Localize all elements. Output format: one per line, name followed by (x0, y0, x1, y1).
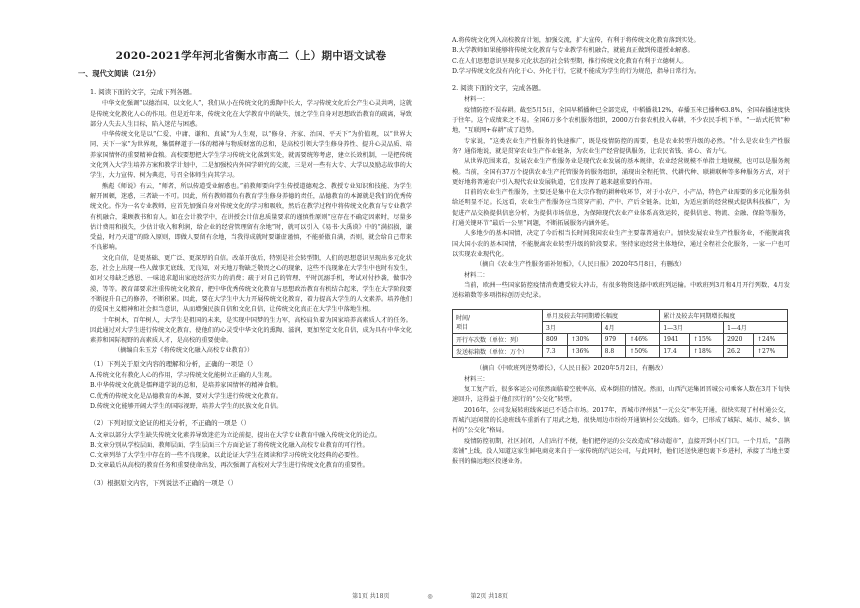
table-cell: 1941 (660, 334, 690, 346)
option-b: B.大学教师如果能够将传统文化教育与专业教学有机融合，就能真正做到传道授业解惑。 (452, 47, 694, 55)
sub-question-1: （1）下列关于原文内容的理解和分析，正确的一项是（） (90, 359, 257, 368)
page-number-right: 第2页 共18页 (470, 593, 508, 600)
table-cell: ↑36% (567, 346, 601, 358)
table-cell: 7.3 (543, 346, 568, 358)
table-cell: 17.4 (660, 346, 690, 358)
sub-question-2: （2）下列对原文论证的相关分析，不正确的一项是（） (90, 419, 251, 428)
table-cell: ↑15% (690, 334, 724, 346)
table-header: 1—4月 (724, 322, 788, 334)
passage-paragraph: 中华传统文化是以“仁爱、中庸、谦和、真诚”为人生观，以“修身、齐家、治国、平天下”为价值观，以“世界大同、天下一家”为世界观，集儒释道于一体的精神与物质财富的总和，是高校引领大学生修身养性、提升心灵品质、培养家国情怀的重要精神食粮。高校要想把大学生学习传统文化落到实处，就需要统筹考虑，建立长效机制，一是把传统文化列入大学生培养方案和教学计划中，二是加强校内外国学研究的交流，三是对一些有大专、大学以及励志故事的大学生，大力宣传、树为典范，号召全体师生向其学习。 (90, 131, 412, 180)
material-1-label: 材料一： (464, 96, 489, 104)
table-cell: 809 (543, 334, 568, 346)
material-paragraph: 从世界范围来看，发展农业生产性服务业是现代农业发展的基本规律，农业经营规模不单指土地规模，也可以是服务规模。当前，全国有37万个提供农业生产托管服务的服务组织，涌现出全程托管、代耕代种、联耕联种等多种服务方式，对于更好地将普通农户引入现代农业发展轨道，它们发挥了越来越重要的作用。 (452, 158, 790, 186)
option-b: B.中华传统文化就是儒释道学说的总和，是培养家国情怀的精神食粮。 (90, 382, 283, 390)
table-cell: ↑18% (690, 346, 724, 358)
data-table (452, 309, 788, 358)
option-b: B.文章分别从学校层面、教师层面、学生层面三个方面论证了将传统文化融入高校专业教育的可行性。 (90, 441, 369, 449)
option-c: C.优秀的传统文化是品德教育的本源，要对大学生进行传统文化教育。 (90, 392, 283, 400)
right-page (430, 0, 860, 608)
passage-paragraph: 中华文化强调“以德治国、以文化人”，我们从小在传统文化的熏陶中长大，学习传统文化后会产生心灵共鸣，这就是传统文化教化人心的作用。但是近年来，传统文化在大学教育中的缺失，加之学生自身对思想政治教育的疏离，导致部分人失去人生目标，陷入迷茫与困惑。 (90, 100, 412, 128)
option-a: A.文章以部分大学生缺失传统文化素养导致迷茫为立论前提，提出在大学专业教育中融入传统文化的论点。 (90, 431, 382, 439)
option-c: C.在人们思想意识呈现多元化状态的社会转型期，推行传统文化教育有利于立德树人。 (452, 57, 688, 65)
option-d: D.传统文化能够开阔大学生的国际视野，培养大学生的民族文化自信。 (90, 402, 283, 410)
table-header: 3月 (543, 322, 602, 334)
option-d: D.文章最后从高校的教育任务和重要使命出发，再次强调了高校对大学生进行传统文化教育的重要性。 (90, 462, 369, 470)
table-header-group: 累计及较去年同期增长幅度 (660, 310, 788, 322)
material-paragraph: 疫情防控不误春耕。截至5月5日，全国早稻播种已全部完成，中稻播栽12%，春播玉米已播种63.8%，全国春播速度快于往年。这个成绩来之不易。全国6万多个农机服务组织，2000万台套农机投入春耕，不少农民手机下单，“一站式托管”种地，“互联网+春耕”成了趋势。 (452, 106, 790, 135)
table-cell: 2920 (724, 334, 754, 346)
row-label: 发送标箱数（单位：万个） (453, 346, 543, 358)
question-2: 2. 阅读下面的文字，完成各题。 (452, 84, 545, 93)
table-cell: 26.2 (724, 346, 754, 358)
material-paragraph: 2016年，公司发展转班线客运已不适合市场。2017年，晋城市泽州县“一元公交”率先开通，很快实现了村村通公交，晋城汽运闲置的长途班线车重新有了用武之地，很快周边市纷纷开通镇村公交线路。如今，已形成了城际、城市、城乡、镇村的“公交化”格局。 (452, 406, 790, 435)
table-cell: ↑24% (753, 334, 787, 346)
table-row (453, 334, 788, 346)
page-footer (0, 591, 860, 600)
material-2-source: （摘自《中欧班列逆势增长》，《人民日报》2020年5月2日，有删改） (476, 365, 667, 373)
table-cell: ↑30% (567, 334, 601, 346)
material-paragraph: 疫情防控初期，社区封闭，人们出行不便，他们把停运的公交改造成“移动超市”，直接开到小区门口。一个月后，“喜鹊菜铺”上线，没人知道这家生鲜电商竟来自于一家传统的汽运公司，与此同时，他们还送快递包裹下乡进村，承接了当地主要报刊的偏远地区投递业务。 (452, 437, 790, 466)
table-cell: 979 (601, 334, 626, 346)
option-d: D.学习传统文化没有内化于心、外化于行，它就不能成为学生的行为规范，指导日常行为。 (452, 67, 701, 75)
page-number-left: 第1页 共18页 (352, 593, 390, 600)
binding-mark-icon: ◎ (427, 593, 433, 600)
row-label: 开行车次数（单位：列） (453, 334, 543, 346)
option-a: A.传统文化有教化人心的作用，学习传统文化能树立正确的人生观。 (90, 372, 276, 380)
material-3-label: 材料三： (464, 375, 489, 383)
table-header: 1—3月 (660, 322, 724, 334)
material-1-source: （摘自《农业生产性服务需补短板》，《人民日报》2020年5月8日，有删改） (476, 261, 686, 269)
material-paragraph: 当前，欧洲一些国家防控疫情消费遭受较大冲击，有很多物资选择中欧班列运输。中欧班列3月和4月开行列数、4月发送标箱数等多项指标创历史纪录。 (452, 281, 790, 300)
material-paragraph: 复工复产后，很多客运公司依然面临着空驶率高、成本倒挂的情况。然而，山西汽运集团晋城公司乘客人数在3月下旬快速回升，这得益于他们实行的“公交化”转型。 (452, 386, 790, 404)
option-a: A.将传统文化列入高校教育计划，加强交流，扩大宣传，有利于将传统文化教育落到实处。 (452, 37, 700, 44)
table-cell: ↑46% (626, 334, 660, 346)
table-cell: ↑27% (753, 346, 787, 358)
table-corner: 时间/ 项目 (453, 310, 543, 334)
question-1: 1. 阅读下面的文字，完成下列各题。 (90, 88, 196, 96)
passage-paragraph: 十年树木，百年树人，大学生是祖国的未来，是实现中国梦的生力军，高校肩负着为国家培养高素质人才的任务。因此通过对大学生进行传统文化教育，使他们的心灵受中华文化的熏陶、滋润，更加坚定文化自信，成为具有中华文化素养和国际视野的高素质人才，是高校的重要使命。 (90, 316, 412, 345)
material-2-label: 材料二： (464, 271, 489, 279)
passage-source: （摘编自朱玉芳《将传统文化融入高校专业教育》） (114, 347, 254, 355)
table-cell: ↑50% (626, 346, 660, 358)
material-paragraph: 人多地少的基本国情，决定了今后相当长时间我国农业生产主要靠普通农户。加快发展农业生产性服务业，不能脱离我国大国小农的基本国情，不能脱离农业转型升级的阶段要求。坚持家庭经营主体地位，通过全程社会化服务，一家一户也可以实现农业现代化。 (452, 230, 790, 258)
passage-paragraph: 熊彪《师说》有云，“师者，所以传道受业解惑也。”前教师要向学生传授道德观念、教授专业知识和技能、为学生解开困顿，迷惑，三者缺一不可。因此，所有教师都负有教育学生修身养德的责任，品德教育的本源就是我们的优秀传统文化。作为一名专业教师，应首先加强自身对传统文化的学习和吸收，然后在教学过程中将传统文化教育与专业教学有机融合，秉顾教书和育人。如在会计教学中，在讲授会计信息质量要求的谨慎性原则“应存在不确定因素时，尽量多估计费用和损失，少估计收入和利润，给企业的经营管理留有余地”时，就可以引入《易书·大禹谟》中的“满招损，谦受益，时乃天道”的除入原则，即做人要留有余地，当我得成就时要谦虚谨慎，不能骄傲自满，否则，就会给自己带来不良影响。 (90, 182, 412, 252)
sub-question-3: （3）根据原文内容，下列说法不正确的一项是（） (90, 478, 238, 487)
table-cell: 8.8 (601, 346, 626, 358)
table-row (453, 346, 788, 358)
passage-paragraph: 文化自信，是更基础、更广泛、更深厚的自信。改革开放后，特别是社会转型期，人们的思想意识呈现出多元化状态，社会上出现一些人做事无底线、无良知，对天地万物缺乏敬畏之心的现象，这些不良现象在大学生中也时有发生，如对父母缺乏感恩、一味追求超出家庭经济实力的消费；疏于对自己的管理、平时沉溺手机，考试对付抄袭，做事冷漠，等等。教育部要求注重传统文化教育，把中华优秀传统文化教育与思想政治教育有机结合起来，学生在大学阶段要不断提升自己的修养，不断积累。因此，要在大学生中大力开展传统文化教育，着力提高大学生的人文素养。培养他们的爱国主义精神和社会担当意识，从而增强民族自信和文化自信，让传统文化真正在大学生中落地生根。 (90, 254, 412, 314)
table-header: 4月 (601, 322, 660, 334)
section-heading: 一、现代文阅读（21分） (78, 69, 160, 78)
material-paragraph: 专家说，“这类农业生产性服务的快速推广，既是疫情防控的需要，也是农业转型升级的必然。“什么是农业生产性服务？通俗地说，就是贯穿农业生产作业链条，为农业生产经营提供服务，让农民省钱、省心、省力气。 (452, 137, 790, 155)
table-header-group: 单月及较去年同期增长幅度 (543, 310, 660, 322)
page-title: 2020-2021学年河北省衡水市高二（上）期中语文试卷 (115, 50, 387, 62)
passage (90, 99, 412, 356)
option-c: C.文章列举了大学生中存在的一些不良现象，以此论证大学生在阅读和学习传统文化经典的必要性。 (90, 452, 363, 460)
material-paragraph: 目前的农业生产性服务，主要还是集中在大宗作物的耕种收环节，对于小农户、小产品，特色产业需要的多元化服务供给还明显不足。长远看，农业生产性服务应当贯穿产前、产中、产后全链条。比如，为适应新的经营模式提供科技推广，为促进产品交换提供信息分析，为提供市场信息，为保障现代农业产业体系高效运转，提供信息、物流、金融、保险等服务，打通关键环节“最后一公里”问题，不断拓展服务内涵外延。 (452, 189, 790, 228)
